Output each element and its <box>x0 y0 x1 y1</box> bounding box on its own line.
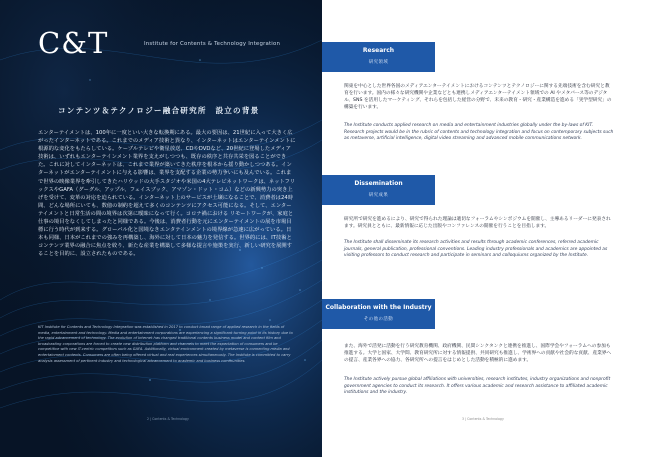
tag-label-en: Collaboration with the Industry <box>325 304 432 311</box>
page-footer: 2 | Contents & Technology <box>147 417 189 421</box>
logo-subtitle: Institute for Contents & Technology Integration <box>144 41 281 47</box>
collaboration-tag <box>322 299 435 329</box>
research-text-jp: 関東を中心とした世界各国のメディアエンターテイメントにおけるコンテンツとテクノロジーに関する先端技術を含む研究と教育を行います。国内の様々な研究機関や企業などとも連携しメディアエンターテイメント領域での AI やメタバース等のデジタル、SNS を活用したマーケティング、それらを包括した経営の分野で、未来の教育・研究・産業構造を進める「実学型研究」の構築を行います。 <box>344 84 612 111</box>
tag-label-en: Research <box>362 47 395 54</box>
logo-text: C&T <box>38 26 109 60</box>
tag-label-jp: 研究領域 <box>368 60 389 65</box>
dissemination-text-jp: 研究所で研究を進めるにより、研究で得られた理論は適切なフォーラムやシンポジウムを開催し、主導あるリーダーに発表されます。研究員とともに、最新情報に応じた出版やコンファレンスの開催を行うことを目指します。 <box>344 217 611 230</box>
logo <box>38 26 108 60</box>
body-text-en: KIT Institute for Contents and Technology Integration was established in 2017 to conduct broad range of applied research in the fields of media, entertainment and technology. Media and entertainment corporations are experiencing a significant turning point in its history due to the rapid advancement of technology. The evolution of Internet has changed traditional contents business model and content film and broadcasting corporations are forced to create new distribution platform and channels to meet the expectation of consumers and be competitive with new IT-centric competitors such as GAFA. Additionally, virtual environment created by metaverse is connecting media and entertainment contents. Consumers are often being offered virtual and real experiences simultaneously. The Institute is committed to carry analysis assessment of pertinent industry and technological advancement to academic and business communities. <box>38 325 293 363</box>
dissemination-tag <box>322 175 435 205</box>
collaboration-text-jp: また、海外で活発に活動を行う研究教育機関、政府機関、民間シンクタンクと連携を推進し、国際学会やフォーラムへの参加も推進する。大学と国家、大学間、教育研究所に対する情報提供、共同研究も推進し、学術界への貢献や社会的な貢献、産業界への提言、産業各界への協力、各研究所への提言をはじめとした活動を積極的に進めます。 <box>344 344 612 364</box>
tag-label-en: Dissemination <box>354 180 403 187</box>
collaboration-text-en: The Institute actively pursue global affiliations with universities, research institutes, industry organizations and nonprofit government agencies to conduct its research. It offers various academic and research assistance to affiliated academic institutions and the industry. <box>344 377 611 396</box>
research-text-en: The Institute conducts applied research on media and entertainment industries globally under the by-laws of KIT. Research projects would be in the rubric of contents and technology integration and focus on contemporary subjects such as metaverse, artificial intelligence, digital video streaming and advanced mobile communications network. <box>344 123 614 142</box>
section-title: コンテンツ＆テクノロジー融合研究所 設立の背景 <box>58 106 260 115</box>
page-footer: 3 | Contents & Technology <box>462 417 504 421</box>
tag-label-jp: 研究成果 <box>368 193 389 198</box>
right-page <box>322 0 645 457</box>
body-text-jp: エンターテイメントは、100年に一度といい大きな転換期にある。最大の要因は、21世紀に入って大きく広がったインターネットである。これまでのメディア技術と異なり、インターネットはエンターテインメントに根源的な変化をもたらしている。ケーブルテレビや衛星放送、CDやDVDなど、20世紀に登場したメディア技術は、いずれもエンターテインメント業界を支えがしつつも、既存の秩序と共存共栄を図ることができた。これに対してインターネットは、これまで業界が築いてきた秩序を根本から揺り動かしつつある。インターネットがエンターテイメントに与える影響は、業界を支配する企業の勢力争いにも及んでいる。これまで世界の映像業界を牽引してきたハリウッドの大手スタジオや米国の4大テレビネットワークは、ネットフリックスやGAFA（グーグル、アップル、フェイスブック、アマゾン・ドット・コム）などの新興勢力の突き上げを受けて、変革の対応を迫られている。インターネット上のサービスが土壌になることで、消費者は24時間、どんな場所にいても、数億の制約を超えて多くのコンテンツにアクセス可能になる。そして、エンターテイメントと日常生活の間の境界は次第に曖昧になって行く。コロナ禍における リモートワークが、家庭と仕事の境目をなくしてしまったと同様である。今後は、消費者行動を元にエンターテイメントの展を市場目標に行う時代が到来する。グローバル化と国境なきエンタテインメントの境界線が急速に広がっている。日本も同様、日本がこれまでの強みを再構築し、海外に対して日本の魅力を発信する。世界的には、IT技術とコンテンツ業界の融合に焦点を絞り、新たな産業を構築して多様な提言や施策を実行、新しい研究を展開することを目的に、設立されたものである。 <box>38 130 296 258</box>
research-tag <box>322 42 435 72</box>
dissemination-text-en: The Institute shall disseminate its research activities and results through academic conferences, referred academic journals, general publication, professional conventions. Leading industry professionals and academics are appointed as visiting professors to conduct research and participate in seminars and colloquiums organized by the Institute. <box>344 240 608 259</box>
tag-label-jp: その他の活動 <box>363 317 394 322</box>
left-page <box>0 0 322 457</box>
